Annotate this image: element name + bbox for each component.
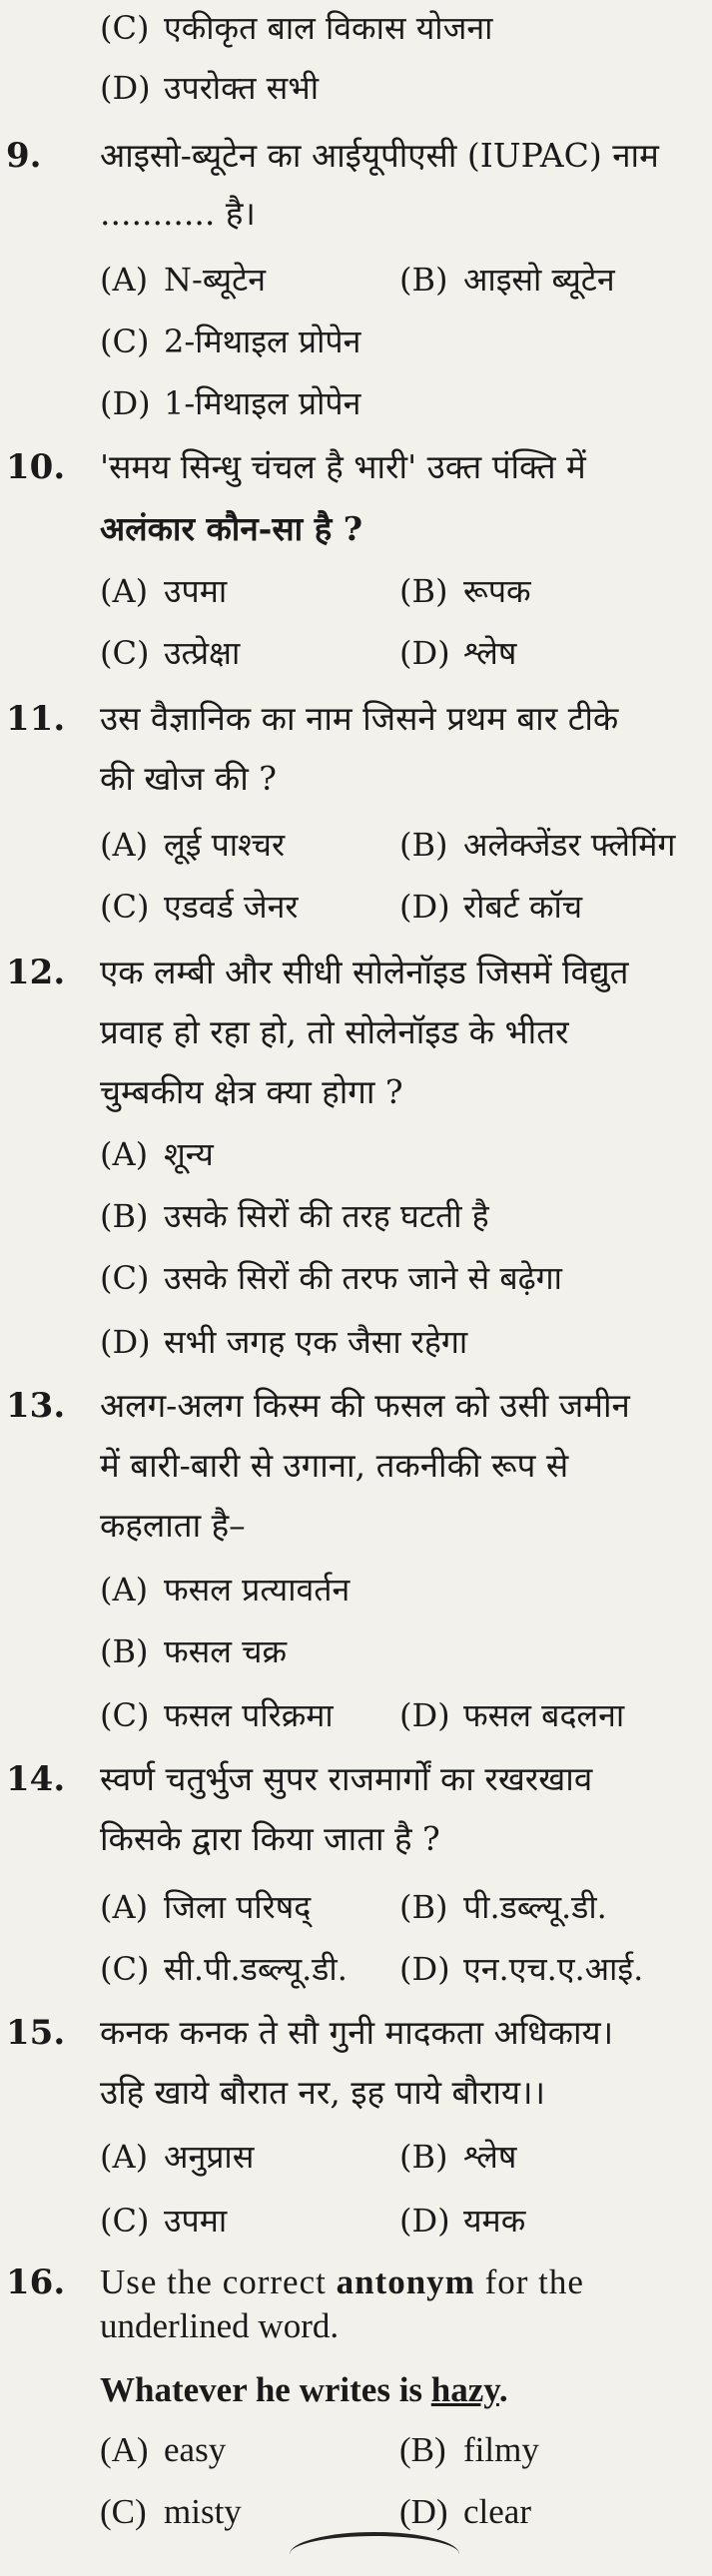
option-b: (B) आइसो ब्यूटेन [399,261,615,299]
option-b: (B) श्लेष [399,2138,517,2176]
question-text: ........... है। [100,194,256,233]
page-number-arc-decoration [290,2532,459,2576]
option-b: (B) पी.डब्ल्यू.डी. [399,1888,607,1926]
option-b: (B) उसके सिरों की तरह घटती है [100,1197,489,1235]
question-text: अलंकार कौन-सा है ? [100,509,363,548]
question-text: अलग-अलग किस्म की फसल को उसी जमीन [100,1386,630,1425]
question-text: एक लम्बी और सीधी सोलेनॉइड जिसमें विद्युत [100,953,629,991]
question-text: चुम्बकीय क्षेत्र क्या होगा ? [100,1072,403,1111]
option-c: (C) एडवर्ड जेनर [100,888,299,926]
question-text: स्वर्ण चतुर्भुज सुपर राजमार्गों का रखरखाव [100,1759,593,1798]
question-text: उस वैज्ञानिक का नाम जिसने प्रथम बार टीके [100,699,619,738]
option-d: (D) सभी जगह एक जैसा रहेगा [100,1323,468,1361]
option-a: (A) N-ब्यूटेन [100,261,266,299]
option-c: (C) एकीकृत बाल विकास योजना [100,9,493,47]
question-text: Use the correct antonym for the [100,2262,584,2301]
question-number: 13. [6,1386,66,1426]
option-c: (C) उत्प्रेक्षा [100,634,241,672]
option-c: (C) सी.पी.डब्ल्यू.डी. [100,1950,348,1988]
option-b: (B) filmy [399,2430,539,2469]
question-text: उहि खाये बौरात नर, इह पाये बौराय।। [100,2073,546,2112]
option-c: (C) उपमा [100,2202,228,2240]
question-number: 12. [6,953,66,992]
option-b: (B) रूपक [399,572,531,610]
emphasis-word: antonym [336,2262,475,2301]
question-text: कनक कनक ते सौ गुनी मादकता अधिकाय। [100,2013,614,2052]
option-b: (B) अलेक्जेंडर फ्लेमिंग [399,826,676,864]
option-c: (C) उसके सिरों की तरफ जाने से बढ़ेगा [100,1259,562,1297]
question-number: 16. [6,2262,66,2302]
option-d: (D) उपरोक्त सभी [100,69,320,107]
option-c: (C) फसल परिक्रमा [100,1696,334,1734]
question-text: underlined word. [100,2306,340,2345]
question-number: 14. [6,1759,66,1799]
question-text: आइसो-ब्यूटेन का आईयूपीएसी (IUPAC) नाम [100,136,659,175]
option-a: (A) लूई पाश्चर [100,826,286,864]
question-text: 'समय सिन्धु चंचल है भारी' उक्त पंक्ति में [100,447,586,486]
underlined-word: hazy [430,2370,499,2409]
option-d: (D) clear [399,2492,531,2531]
option-a: (A) easy [100,2430,227,2469]
option-a: (A) उपमा [100,572,228,610]
option-a: (A) शून्य [100,1135,214,1173]
option-a: (A) फसल प्रत्यावर्तन [100,1571,351,1609]
question-text: किसके द्वारा किया जाता है ? [100,1819,440,1858]
option-d: (D) फसल बदलना [399,1696,625,1734]
option-d: (D) 1-मिथाइल प्रोपेन [100,384,361,422]
option-a: (A) अनुप्रास [100,2138,255,2176]
question-number: 9. [6,136,42,176]
option-d: (D) रोबर्ट कॉच [399,888,583,926]
question-text: कहलाता है– [100,1506,246,1545]
question-number: 10. [6,447,66,487]
question-number: 11. [6,699,66,739]
question-text: में बारी-बारी से उगाना, तकनीकी रूप से [100,1446,569,1485]
option-d: (D) यमक [399,2202,526,2240]
question-text: की खोज की ? [100,759,277,798]
option-c: (C) 2-मिथाइल प्रोपेन [100,322,361,360]
option-d: (D) एन.एच.ए.आई. [399,1950,644,1988]
question-number: 15. [6,2013,66,2053]
option-a: (A) जिला परिषद् [100,1888,312,1926]
option-c: (C) misty [100,2492,242,2531]
example-sentence: Whatever he writes is hazy. [100,2370,508,2409]
option-d: (D) श्लेष [399,634,517,672]
question-text: प्रवाह हो रहा हो, तो सोलेनॉइड के भीतर [100,1012,569,1051]
option-b: (B) फसल चक्र [100,1632,288,1670]
